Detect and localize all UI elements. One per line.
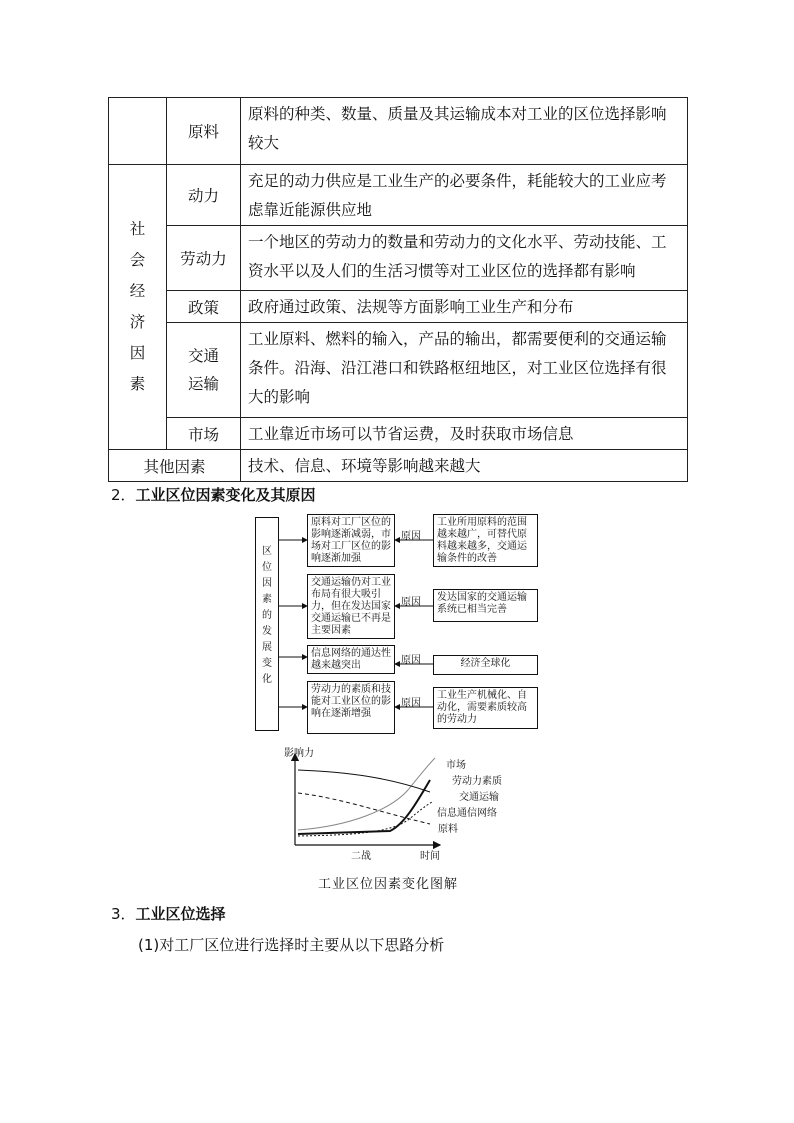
graph-caption: 工业区位因素变化图解 (318, 877, 459, 892)
factor-desc: 工业原料、燃料的输入，产品的输出，都需要便利的交通运输条件。沿海、沿江港口和铁路枢纽地区，对工业区位选择有很大的影响 (241, 323, 688, 418)
reason-label: 原因 (401, 531, 421, 542)
factor-name: 政策 (167, 291, 241, 323)
cause-box: 发达国家的交通运输系统已相当完善 (433, 589, 538, 622)
section-number: 2． (111, 486, 136, 504)
cause-box: 经济全球化 (433, 655, 538, 675)
factor-name: 动力 (167, 165, 241, 226)
graph-x-label: 时间 (420, 851, 440, 862)
change-box: 原料对工厂区位的影响逐渐减弱，市场对工厂区位的影响逐渐加强 (307, 514, 395, 567)
influence-graph (280, 740, 540, 865)
legend-market: 市场 (446, 760, 466, 771)
change-box: 交通运输仍对工业布局有很大吸引力，但在发达国家交通运输已不再是主要因素 (307, 574, 395, 639)
reason-label: 原因 (401, 655, 421, 666)
subsection-heading (138, 934, 444, 955)
section-3-heading (111, 903, 226, 924)
factor-desc: 原料的种类、数量、质量及其运输成本对工业的区位选择影响较大 (241, 98, 688, 165)
series-transport (298, 770, 430, 792)
factor-name: 原料 (167, 98, 241, 165)
change-box: 劳动力的素质和技能对工业区位的影响在逐渐增强 (307, 681, 395, 734)
factor-desc: 技术、信息、环境等影响越来越大 (241, 450, 688, 482)
factor-name: 其他因素 (109, 450, 241, 482)
legend-transport: 交通运输 (459, 792, 499, 803)
diagram-left-label: 区 位 因 素 的 发 展 变 化 (255, 517, 279, 731)
subsection-text: 对工厂区位进行选择时主要从以下思路分析 (159, 936, 445, 954)
graph-x-mark: 二战 (351, 851, 371, 862)
series-raw-material (298, 793, 430, 824)
factor-desc: 充足的动力供应是工业生产的必要条件，耗能较大的工业应考虑靠近能源供应地 (241, 165, 688, 226)
factor-desc: 政府通过政策、法规等方面影响工业生产和分布 (241, 291, 688, 323)
section-title: 工业区位选择 (135, 905, 226, 923)
reason-label: 原因 (401, 698, 421, 709)
social-economic-label: 社 会 经 济 因 素 (109, 165, 167, 450)
section-number: 3． (111, 905, 136, 923)
cause-box: 工业生产机械化、自动化，需要素质较高的劳动力 (433, 687, 538, 729)
series-labour (298, 780, 430, 834)
cause-box: 工业所用原料的范围越来越广，可替代原料越来越多，交通运输条件的改善 (433, 514, 538, 567)
factor-desc: 一个地区的劳动力的数量和劳动力的文化水平、劳动技能、工资水平以及人们的生活习惯等对工业区位的选择都有影响 (241, 226, 688, 291)
section-title: 工业区位因素变化及其原因 (135, 486, 316, 504)
reason-label: 原因 (401, 597, 421, 608)
change-box: 信息网络的通达性越来越突出 (307, 645, 395, 674)
series-market (298, 758, 435, 830)
legend-information: 信息通信网络 (437, 808, 497, 819)
subsection-number: (1) (138, 936, 160, 954)
legend-labour: 劳动力素质 (452, 776, 502, 787)
factor-name: 交通 运输 (167, 323, 241, 418)
factor-name: 劳动力 (167, 226, 241, 291)
factor-desc: 工业靠近市场可以节省运费，及时获取市场信息 (241, 418, 688, 450)
graph-y-label: 影响力 (284, 748, 314, 759)
factor-name: 市场 (167, 418, 241, 450)
legend-raw-material: 原料 (438, 824, 458, 835)
